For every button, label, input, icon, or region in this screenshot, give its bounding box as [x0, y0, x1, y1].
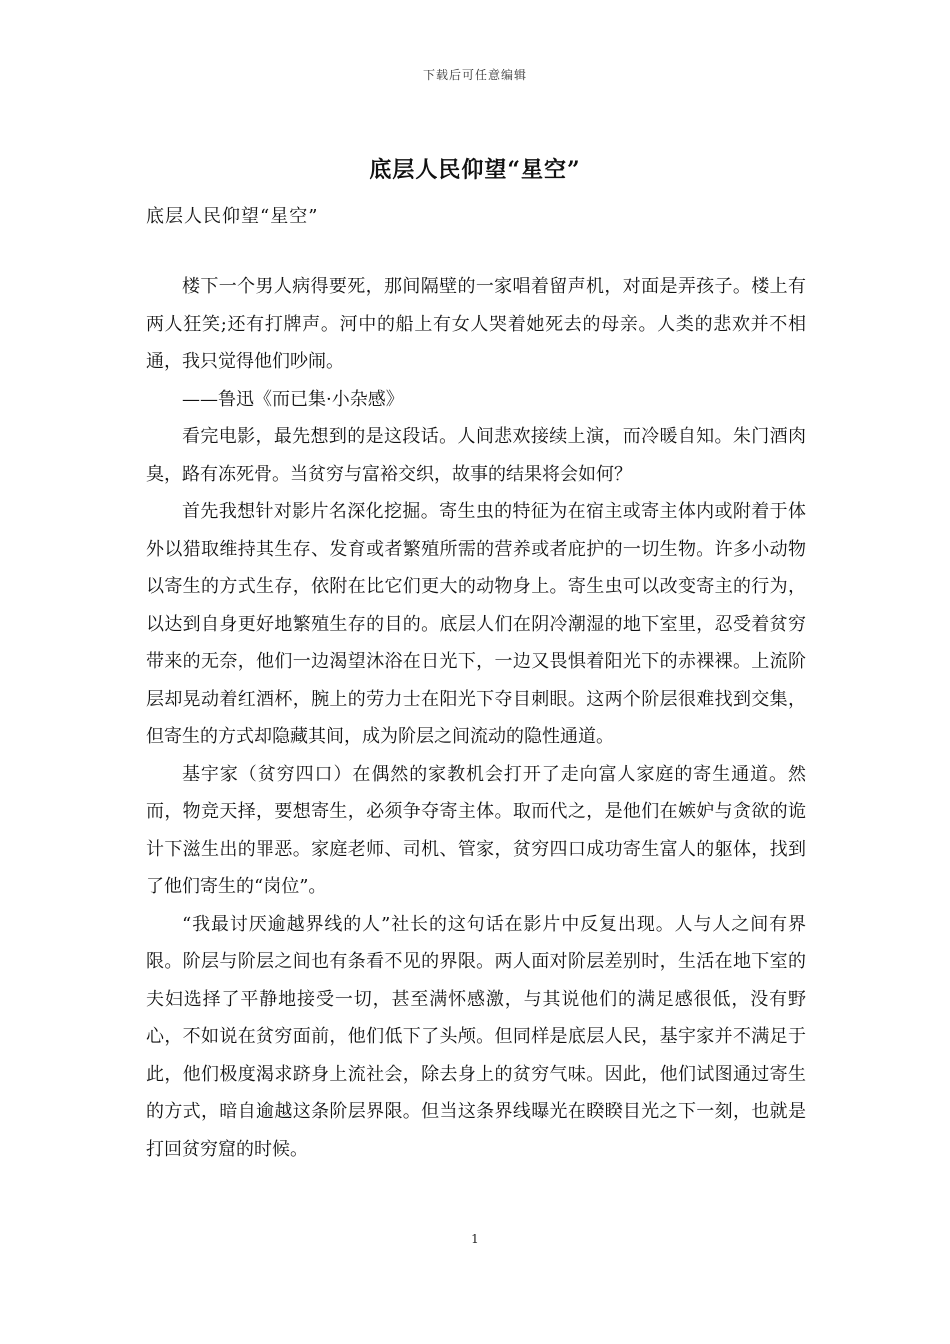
document-title: 底层人民仰望“星空”: [369, 157, 581, 183]
document-body: [146, 268, 806, 1168]
page-header-note: 下载后可任意编辑: [422, 68, 527, 82]
paragraph-quote: 楼下一个男人病得要死，那间隔壁的一家唱着留声机，对面是弄孩子。楼上有两人狂笑;还有打牌声。河中的船上有女人哭着她死去的母亲。人类的悲欢并不相通，我只觉得他们吵闹。: [146, 276, 806, 372]
paragraph-parasite-definition: 首先我想针对影片名深化挖掘。寄生虫的特征为在宿主或寄主体内或附着于体外以猎取维持其生存、发育或者繁殖所需的营养或者庇护的一切生物。许多小动物以寄生的方式生存，依附在比它们更大的动物身上。寄生虫可以改变寄主的行为，以达到自身更好地繁殖生存的目的。底层人们在阴冷潮湿的地下室里，忍受着贫穷带来的无奈，他们一边渴望沐浴在日光下，一边又畏惧着阳光下的赤裸裸。上流阶层却晃动着红酒杯，腕上的劳力士在阳光下夺目刺眼。这两个阶层很难找到交集，但寄生的方式却隐藏其间，成为阶层之间流动的隐性通道。: [146, 501, 806, 747]
page-number: 1: [471, 1232, 479, 1246]
paragraph-intro: 看完电影，最先想到的是这段话。人间悲欢接续上演，而冷暖自知。朱门酒肉臭，路有冻死骨。当贫穷与富裕交织，故事的结果将会如何？: [146, 426, 806, 485]
paragraph-boundary: “我最讨厌逾越界线的人”社长的这句话在影片中反复出现。人与人之间有界限。阶层与阶层之间也有条看不见的界限。两人面对阶层差别时，生活在地下室的夫妇选择了平静地接受一切，甚至满怀感激，与其说他们的满足感很低，没有野心，不如说在贫穷面前，他们低下了头颅。但同样是底层人民，基宇家并不满足于此，他们极度渴求跻身上流社会，除去身上的贫穷气味。因此，他们试图通过寄生的方式，暗自逾越这条阶层界限。但当这条界线曝光在睽睽目光之下一刻，也就是打回贫穷窟的时候。: [146, 913, 806, 1160]
paragraph-quote-attribution: ——鲁迅《而已集·小杂感》: [182, 388, 404, 410]
paragraph-kim-family: 基宇家（贫穷四口）在偶然的家教机会打开了走向富人家庭的寄生通道。然而，物竞天择，要想寄生，必须争夺寄主体。取而代之，是他们在嫉妒与贪欲的诡计下滋生出的罪恶。家庭老师、司机、管家，贫穷四口成功寄生富人的躯体，找到了他们寄生的“岗位”。: [146, 763, 806, 897]
document-subtitle: 底层人民仰望“星空”: [146, 206, 319, 227]
